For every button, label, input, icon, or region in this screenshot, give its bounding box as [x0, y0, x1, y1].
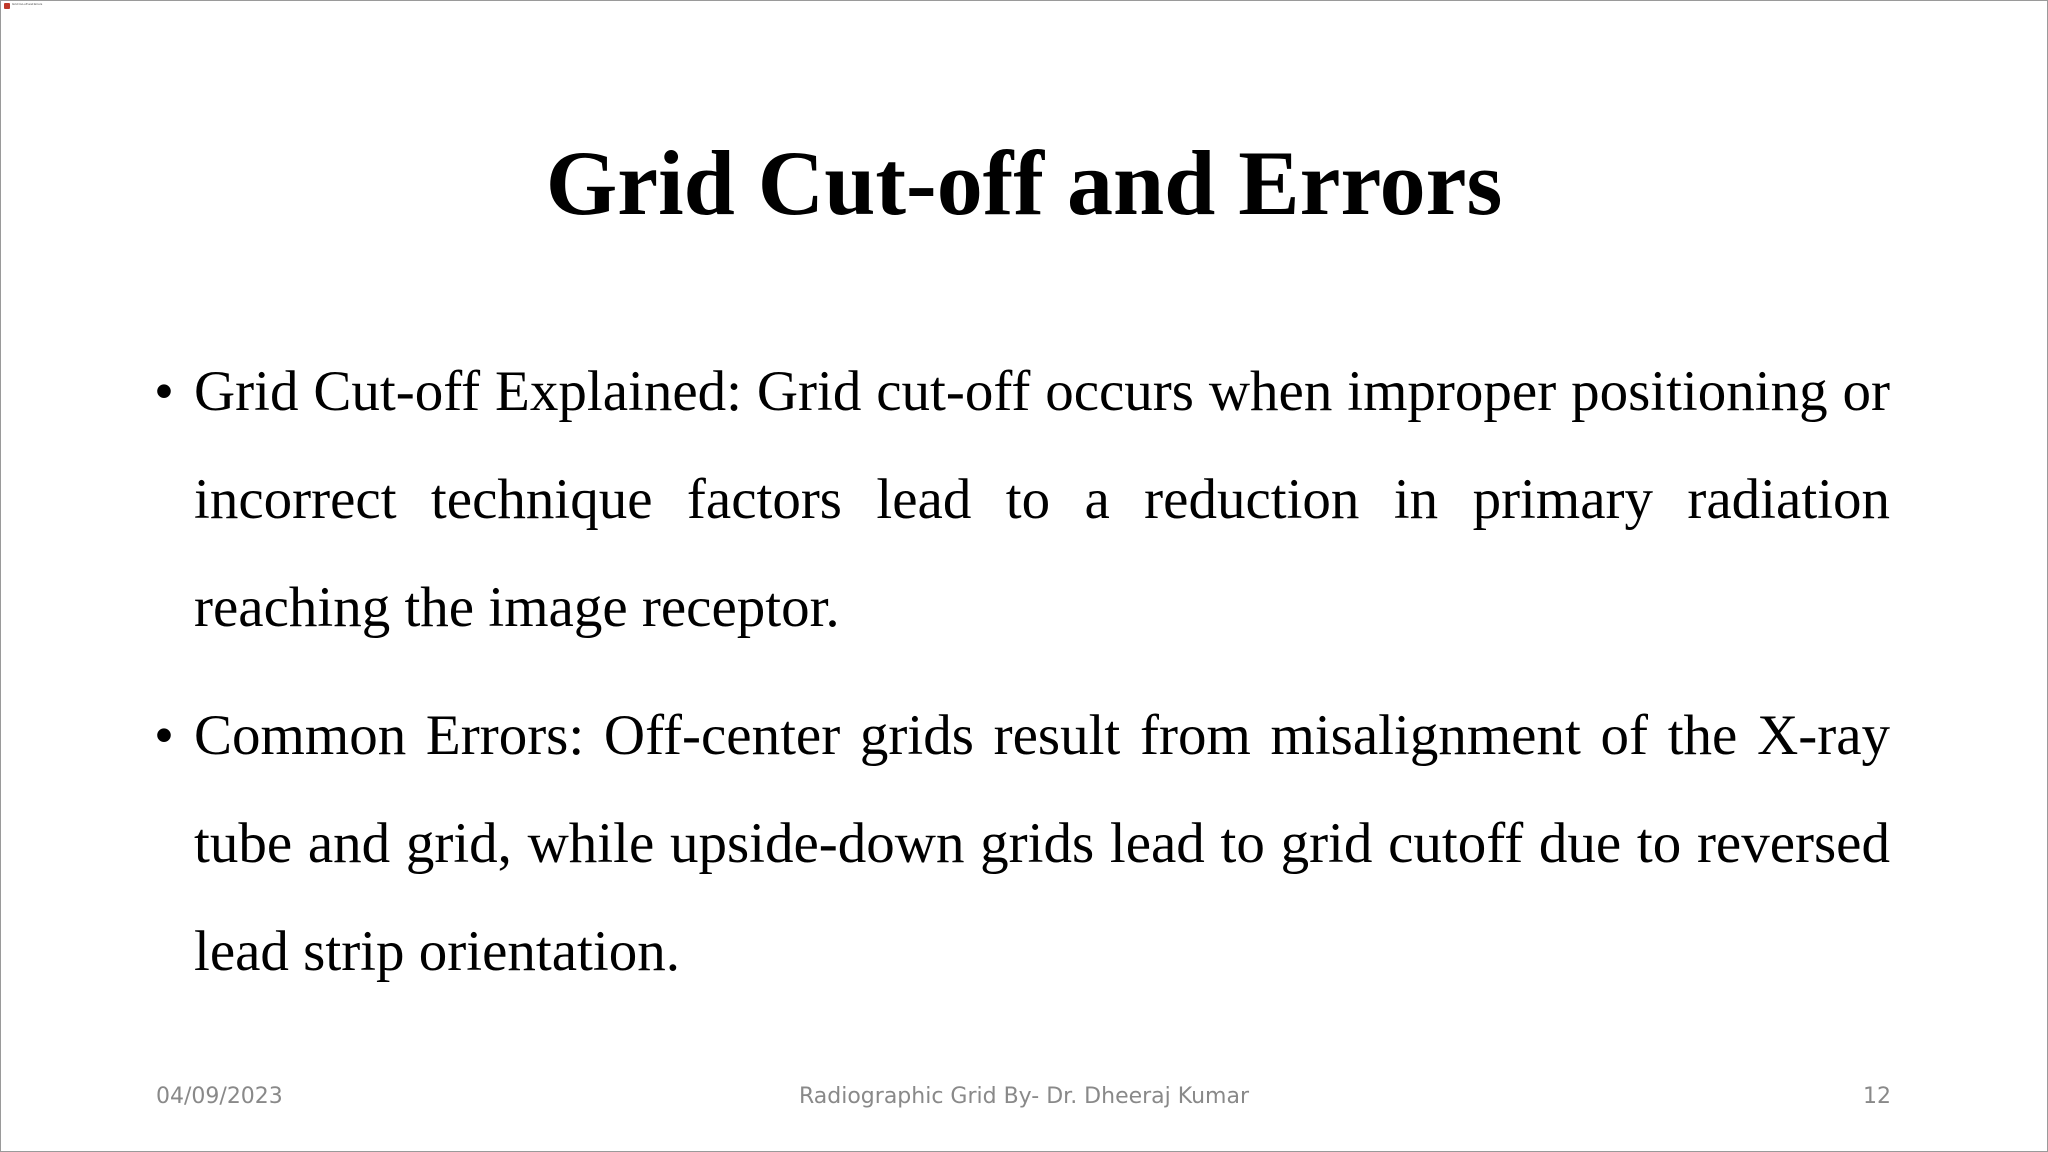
- window-title: Grid Cut-off and Errors: [12, 2, 43, 6]
- bullet-item: [154, 338, 1890, 662]
- bullet-text: Grid Cut-off Explained: Grid cut-off occurs when improper positioning or incorrect technique factors lead to a reduction in primary radiation reaching the image receptor.: [194, 360, 1890, 639]
- bullet-marker: •: [154, 704, 174, 767]
- bullet-list: [154, 338, 1890, 1026]
- bullet-text: Common Errors: Off-center grids result from misalignment of the X-ray tube and grid, while upside-down grids lead to grid cutoff due to reversed lead strip orientation.: [194, 704, 1890, 983]
- slide-number: 12: [1863, 1084, 1891, 1109]
- footer-date: 04/09/2023: [156, 1084, 283, 1109]
- slide-title: Grid Cut-off and Errors: [545, 132, 1503, 234]
- footer-title: Radiographic Grid By- Dr. Dheeraj Kumar: [798, 1084, 1249, 1109]
- app-icon: [4, 3, 10, 9]
- bullet-item: [154, 682, 1890, 1006]
- bullet-marker: •: [154, 360, 174, 423]
